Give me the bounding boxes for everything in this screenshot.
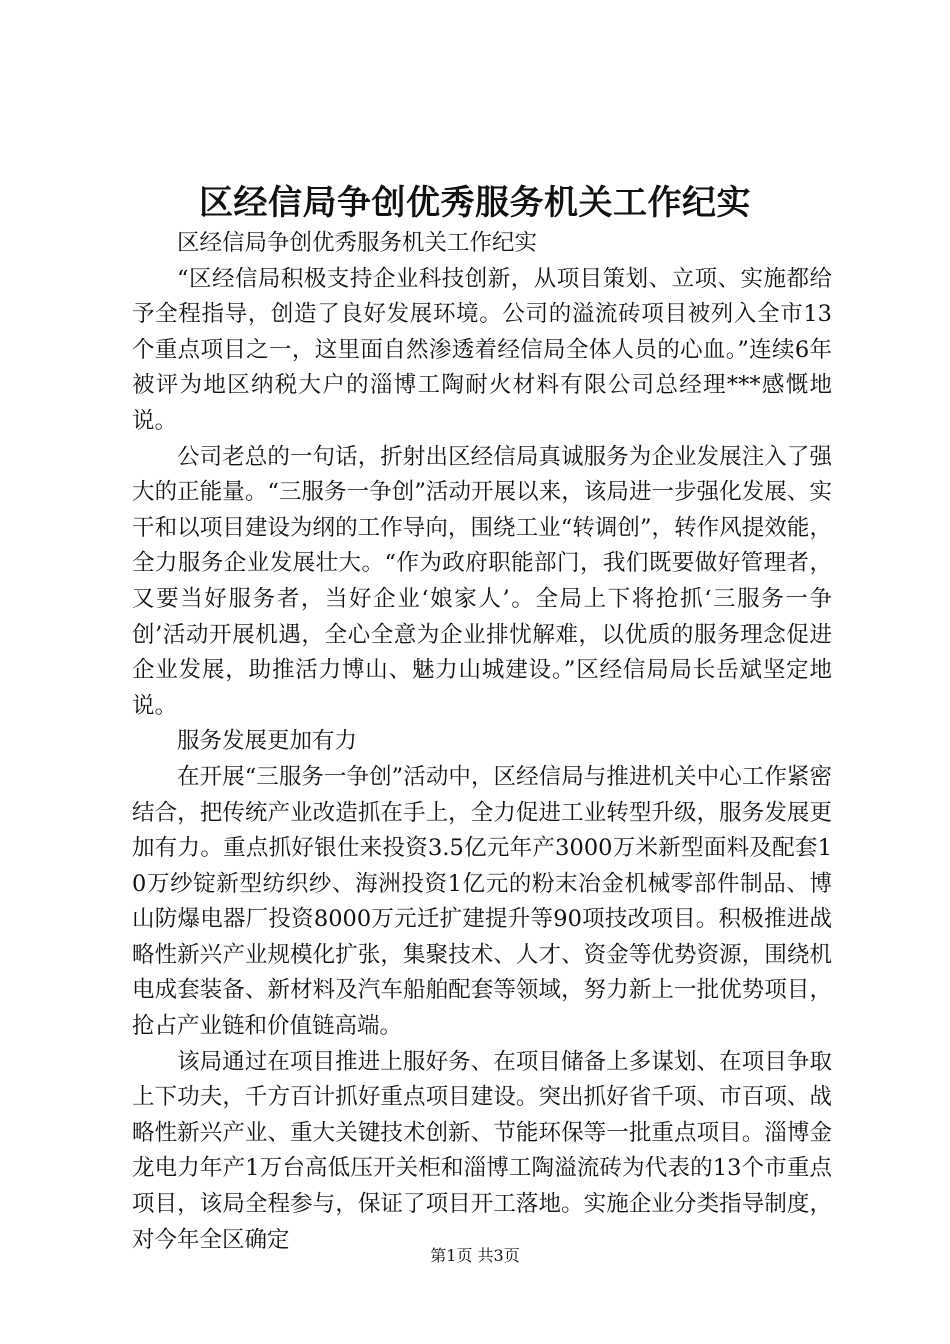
paragraph-director-statement: 公司老总的一句话，折射出区经信局真诚服务为企业发展注入了强大的正能量。“三服务一争创”活动开展以来，该局进一步强化发展、实干和以项目建设为纲的工作导向，围绕工业“转调创”，转作风提效能，全力服务企业发展壮大。“作为政府职能部门，我们既要做好管理者，又要当好服务者，当好企业‘娘家人’。全局上下将抢抓‘三服务一争创’活动开展机遇，全心全意为企业排忧解难，以优质的服务理念促进企业发展，助推活力博山、魅力山城建设。”区经信局局长岳斌坚定地说。: [132, 443, 832, 719]
paragraph-quote: “区经信局积极支持企业科技创新，从项目策划、立项、实施都给予全程指导，创造了良好发展环境。公司的溢流砖项目被列入全市13个重点项目之一，这里面自然渗透着经信局全体人员的心血。”连续6年被评为地区纳税大户的淄博工陶耐火材料有限公司总经理***感慨地说。: [132, 265, 832, 434]
page-number-footer: 第1页 共3页: [430, 1246, 520, 1265]
paragraph-industrial-upgrade: 在开展“三服务一争创”活动中，区经信局与推进机关中心工作紧密结合，把传统产业改造抓在手上，全力促进工业转型升级，服务发展更加有力。重点抓好银仕来投资3.5亿元年产3000万米新型面料及配套10万纱锭新型纺织纱、海洲投资1亿元的粉末冶金机械零部件制品、博山防爆电器厂投资8000万元迁扩建提升等90项技改项目。积极推进战略性新兴产业规模化扩张，集聚技术、人才、资金等优势资源，围绕机电成套装备、新材料及汽车船舶配套等领域，努力新上一批优势项目，抢占产业链和价值链高端。: [132, 763, 832, 1040]
section-heading: 服务发展更加有力: [177, 728, 358, 755]
document-body: [132, 226, 832, 1258]
paragraph-key-projects: 该局通过在项目推进上服好务、在项目储备上多谋划、在项目争取上下功夫，千方百计抓好重点项目建设。突出抓好省千项、市百项、战略性新兴产业、重大关键技术创新、节能环保等一批重点项目。淄博金龙电力年产1万台高低压开关柜和淄博工陶溢流砖为代表的13个市重点项目，该局全程参与，保证了项目开工落地。实施企业分类指导制度，对今年全区确定: [132, 1048, 832, 1253]
paragraph-subtitle: 区经信局争创优秀服务机关工作纪实: [177, 230, 538, 256]
document-title: 区经信局争创优秀服务机关工作纪实: [199, 183, 751, 223]
